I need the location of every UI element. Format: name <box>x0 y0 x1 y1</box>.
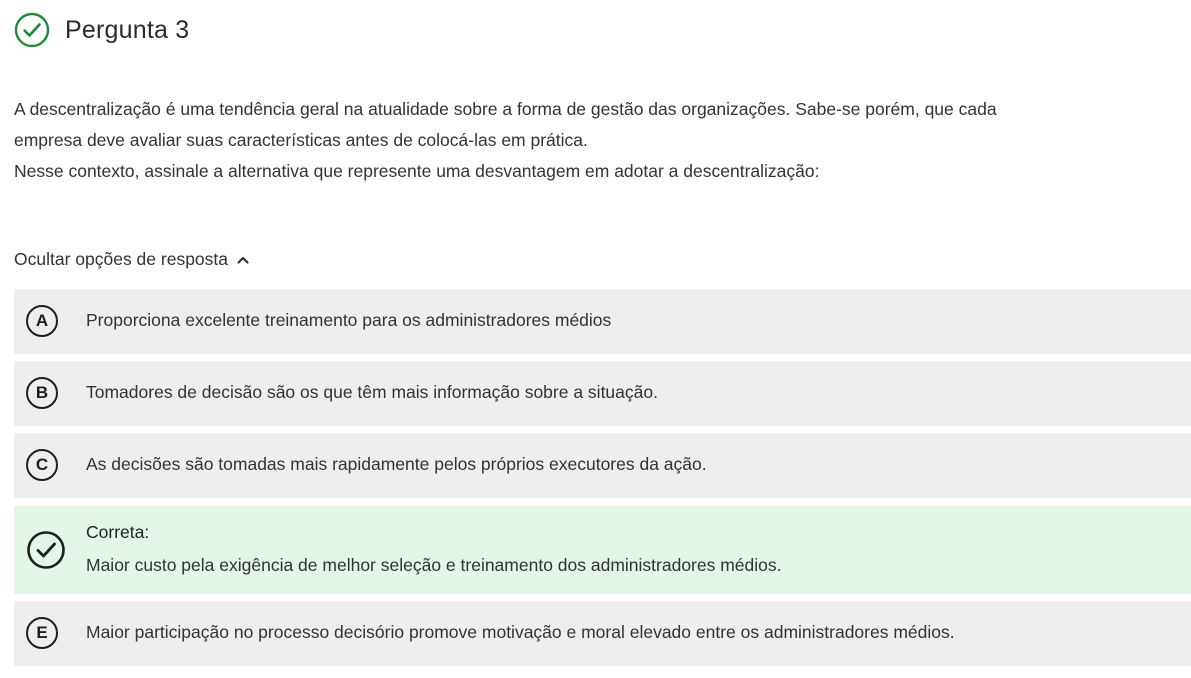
option-letter-badge: C <box>26 449 58 481</box>
correct-label: Correta: <box>86 522 150 542</box>
answer-option-c[interactable] <box>14 433 1191 498</box>
answer-option-b[interactable] <box>14 361 1191 426</box>
toggle-label: Ocultar opções de resposta <box>14 249 229 269</box>
answer-option-d-correct[interactable] <box>14 506 1191 594</box>
option-text: As decisões são tomadas mais rapidamente pelos próprios executores da ação. <box>86 454 707 474</box>
question-title: Pergunta 3 <box>65 15 190 44</box>
option-text: Tomadores de decisão são os que têm mais informação sobre a situação. <box>86 382 658 402</box>
chevron-up-icon <box>236 253 250 267</box>
option-letter-badge: A <box>26 305 58 337</box>
option-text: Maior participação no processo decisório promove motivação e moral elevado entre os administradores médios. <box>86 622 955 642</box>
check-circle-icon <box>14 12 50 48</box>
question-header <box>14 12 189 48</box>
answer-option-e[interactable] <box>14 601 1191 666</box>
question-line: A descentralização é uma tendência geral na atualidade sobre a forma de gestão das organizações. Sabe-se porém, que cada <box>14 99 997 119</box>
option-text: Maior custo pela exigência de melhor seleção e treinamento dos administradores médios. <box>86 555 782 575</box>
answer-option-a[interactable] <box>14 289 1191 354</box>
hide-options-toggle[interactable] <box>14 249 250 270</box>
question-line: empresa deve avaliar suas características antes de colocá-las em prática. <box>14 130 588 150</box>
question-line: Nesse contexto, assinale a alternativa que represente uma desvantagem em adotar a descentralização: <box>14 161 820 181</box>
question-text <box>14 94 1191 187</box>
option-text: Proporciona excelente treinamento para os administradores médios <box>86 310 612 330</box>
option-letter-badge: B <box>26 377 58 409</box>
check-circle-icon <box>26 530 66 570</box>
option-letter-badge: E <box>26 617 58 649</box>
